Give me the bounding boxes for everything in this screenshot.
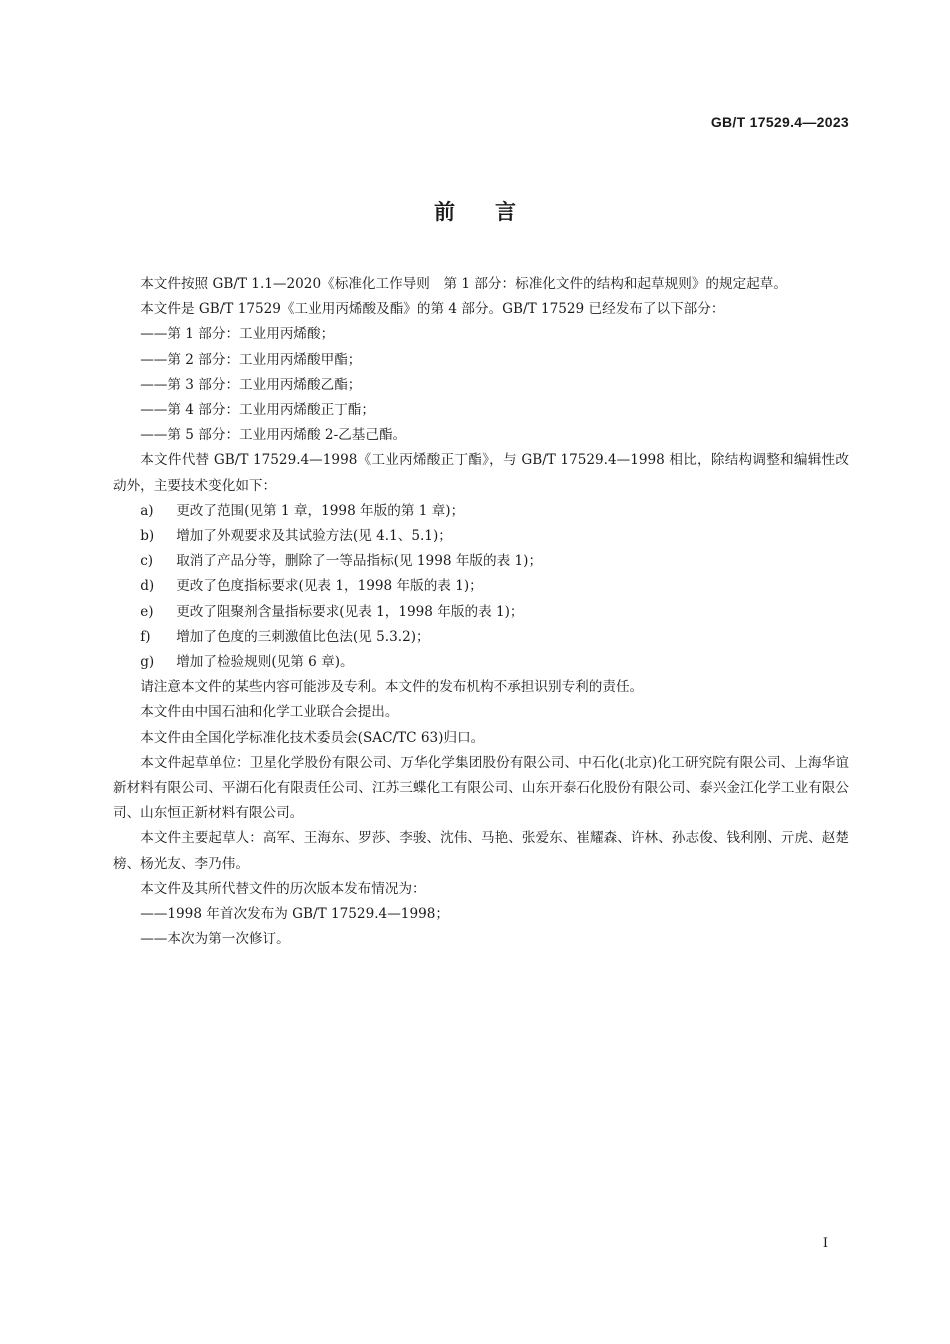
change-list-item — [113, 600, 849, 625]
change-list-item — [113, 549, 849, 574]
page-number: I — [822, 1236, 828, 1251]
paragraph-replaces: 本文件代替 GB/T 17529.4—1998《工业丙烯酸正丁酯》，与 GB/T 17529.4—1998 相比，除结构调整和编辑性改动外，主要技术变化如下： — [113, 452, 849, 494]
change-tag: g) — [140, 654, 155, 671]
part-list-item: ——第 5 部分：工业用丙烯酸 2-乙基己酯。 — [140, 427, 407, 444]
history-list-item: ——本次为第一次修订。 — [140, 931, 290, 948]
change-list-item — [113, 499, 849, 524]
paragraph-drafters: 本文件主要起草人：高军、王海东、罗莎、李骏、沈伟、马艳、张爱东、崔耀森、许林、孙志俊、钱利刚、亓虎、赵楚榜、杨光友、李乃伟。 — [113, 830, 849, 872]
change-tag: b) — [140, 528, 155, 545]
part-list-item: ——第 2 部分：工业用丙烯酸甲酯； — [140, 351, 362, 368]
part-list-item: ——第 4 部分：工业用丙烯酸正丁酯； — [140, 402, 375, 419]
change-text: 增加了检验规则(见第 6 章)。 — [176, 654, 354, 671]
part-list-item: ——第 1 部分：工业用丙烯酸； — [140, 326, 335, 343]
change-tag: e) — [140, 603, 154, 620]
change-list-item — [113, 625, 849, 650]
foreword-body — [113, 272, 849, 952]
paragraph-committee: 本文件由全国化学标准化技术委员会(SAC/TC 63)归口。 — [140, 729, 485, 746]
title-char-2: 言 — [495, 200, 516, 224]
change-tag: f) — [140, 628, 151, 645]
change-text: 更改了范围(见第 1 章，1998 年版的第 1 章)； — [176, 502, 465, 519]
paragraph-patent-notice: 请注意本文件的某些内容可能涉及专利。本文件的发布机构不承担识别专利的责任。 — [140, 679, 644, 696]
change-text: 更改了色度指标要求(见表 1，1998 年版的表 1)； — [176, 578, 483, 595]
paragraph-drafting-units: 本文件起草单位：卫星化学股份有限公司、万华化学集团股份有限公司、中石化(北京)化工研究院有限公司、上海华谊新材料有限公司、平湖石化有限责任公司、江苏三蝶化工有限公司、山东开泰石化股份有限公司、泰兴金江化学工业有限公司、山东恒正新材料有限公司。 — [113, 754, 849, 822]
page-title — [0, 196, 950, 226]
part-list-item: ——第 3 部分：工业用丙烯酸乙酯； — [140, 376, 362, 393]
change-text: 增加了色度的三刺激值比色法(见 5.3.2)； — [176, 628, 430, 645]
title-char-1: 前 — [434, 200, 455, 224]
standard-number: GB/T 17529.4—2023 — [710, 114, 849, 130]
paragraph-series: 本文件是 GB/T 17529《工业用丙烯酸及酯》的第 4 部分。GB/T 17529 已经发布了以下部分： — [140, 301, 725, 318]
paragraph-history: 本文件及其所代替文件的历次版本发布情况为： — [140, 880, 426, 897]
change-list-item — [113, 524, 849, 549]
change-tag: a) — [140, 502, 154, 519]
change-tag: c) — [140, 553, 154, 570]
paragraph-proposer: 本文件由中国石油和化学工业联合会提出。 — [140, 704, 399, 721]
history-list-item: ——1998 年首次发布为 GB/T 17529.4—1998； — [140, 906, 449, 923]
change-list-item — [113, 574, 849, 599]
change-list-item — [113, 650, 849, 675]
change-text: 取消了产品分等，删除了一等品指标(见 1998 年版的表 1)； — [176, 553, 543, 570]
change-text: 增加了外观要求及其试验方法(见 4.1、5.1)； — [176, 528, 452, 545]
change-tag: d) — [140, 578, 155, 595]
change-text: 更改了阻聚剂含量指标要求(见表 1，1998 年版的表 1)； — [176, 603, 524, 620]
paragraph-drafting-rules: 本文件按照 GB/T 1.1—2020《标准化工作导则 第 1 部分：标准化文件的结构和起草规则》的规定起草。 — [140, 276, 787, 292]
